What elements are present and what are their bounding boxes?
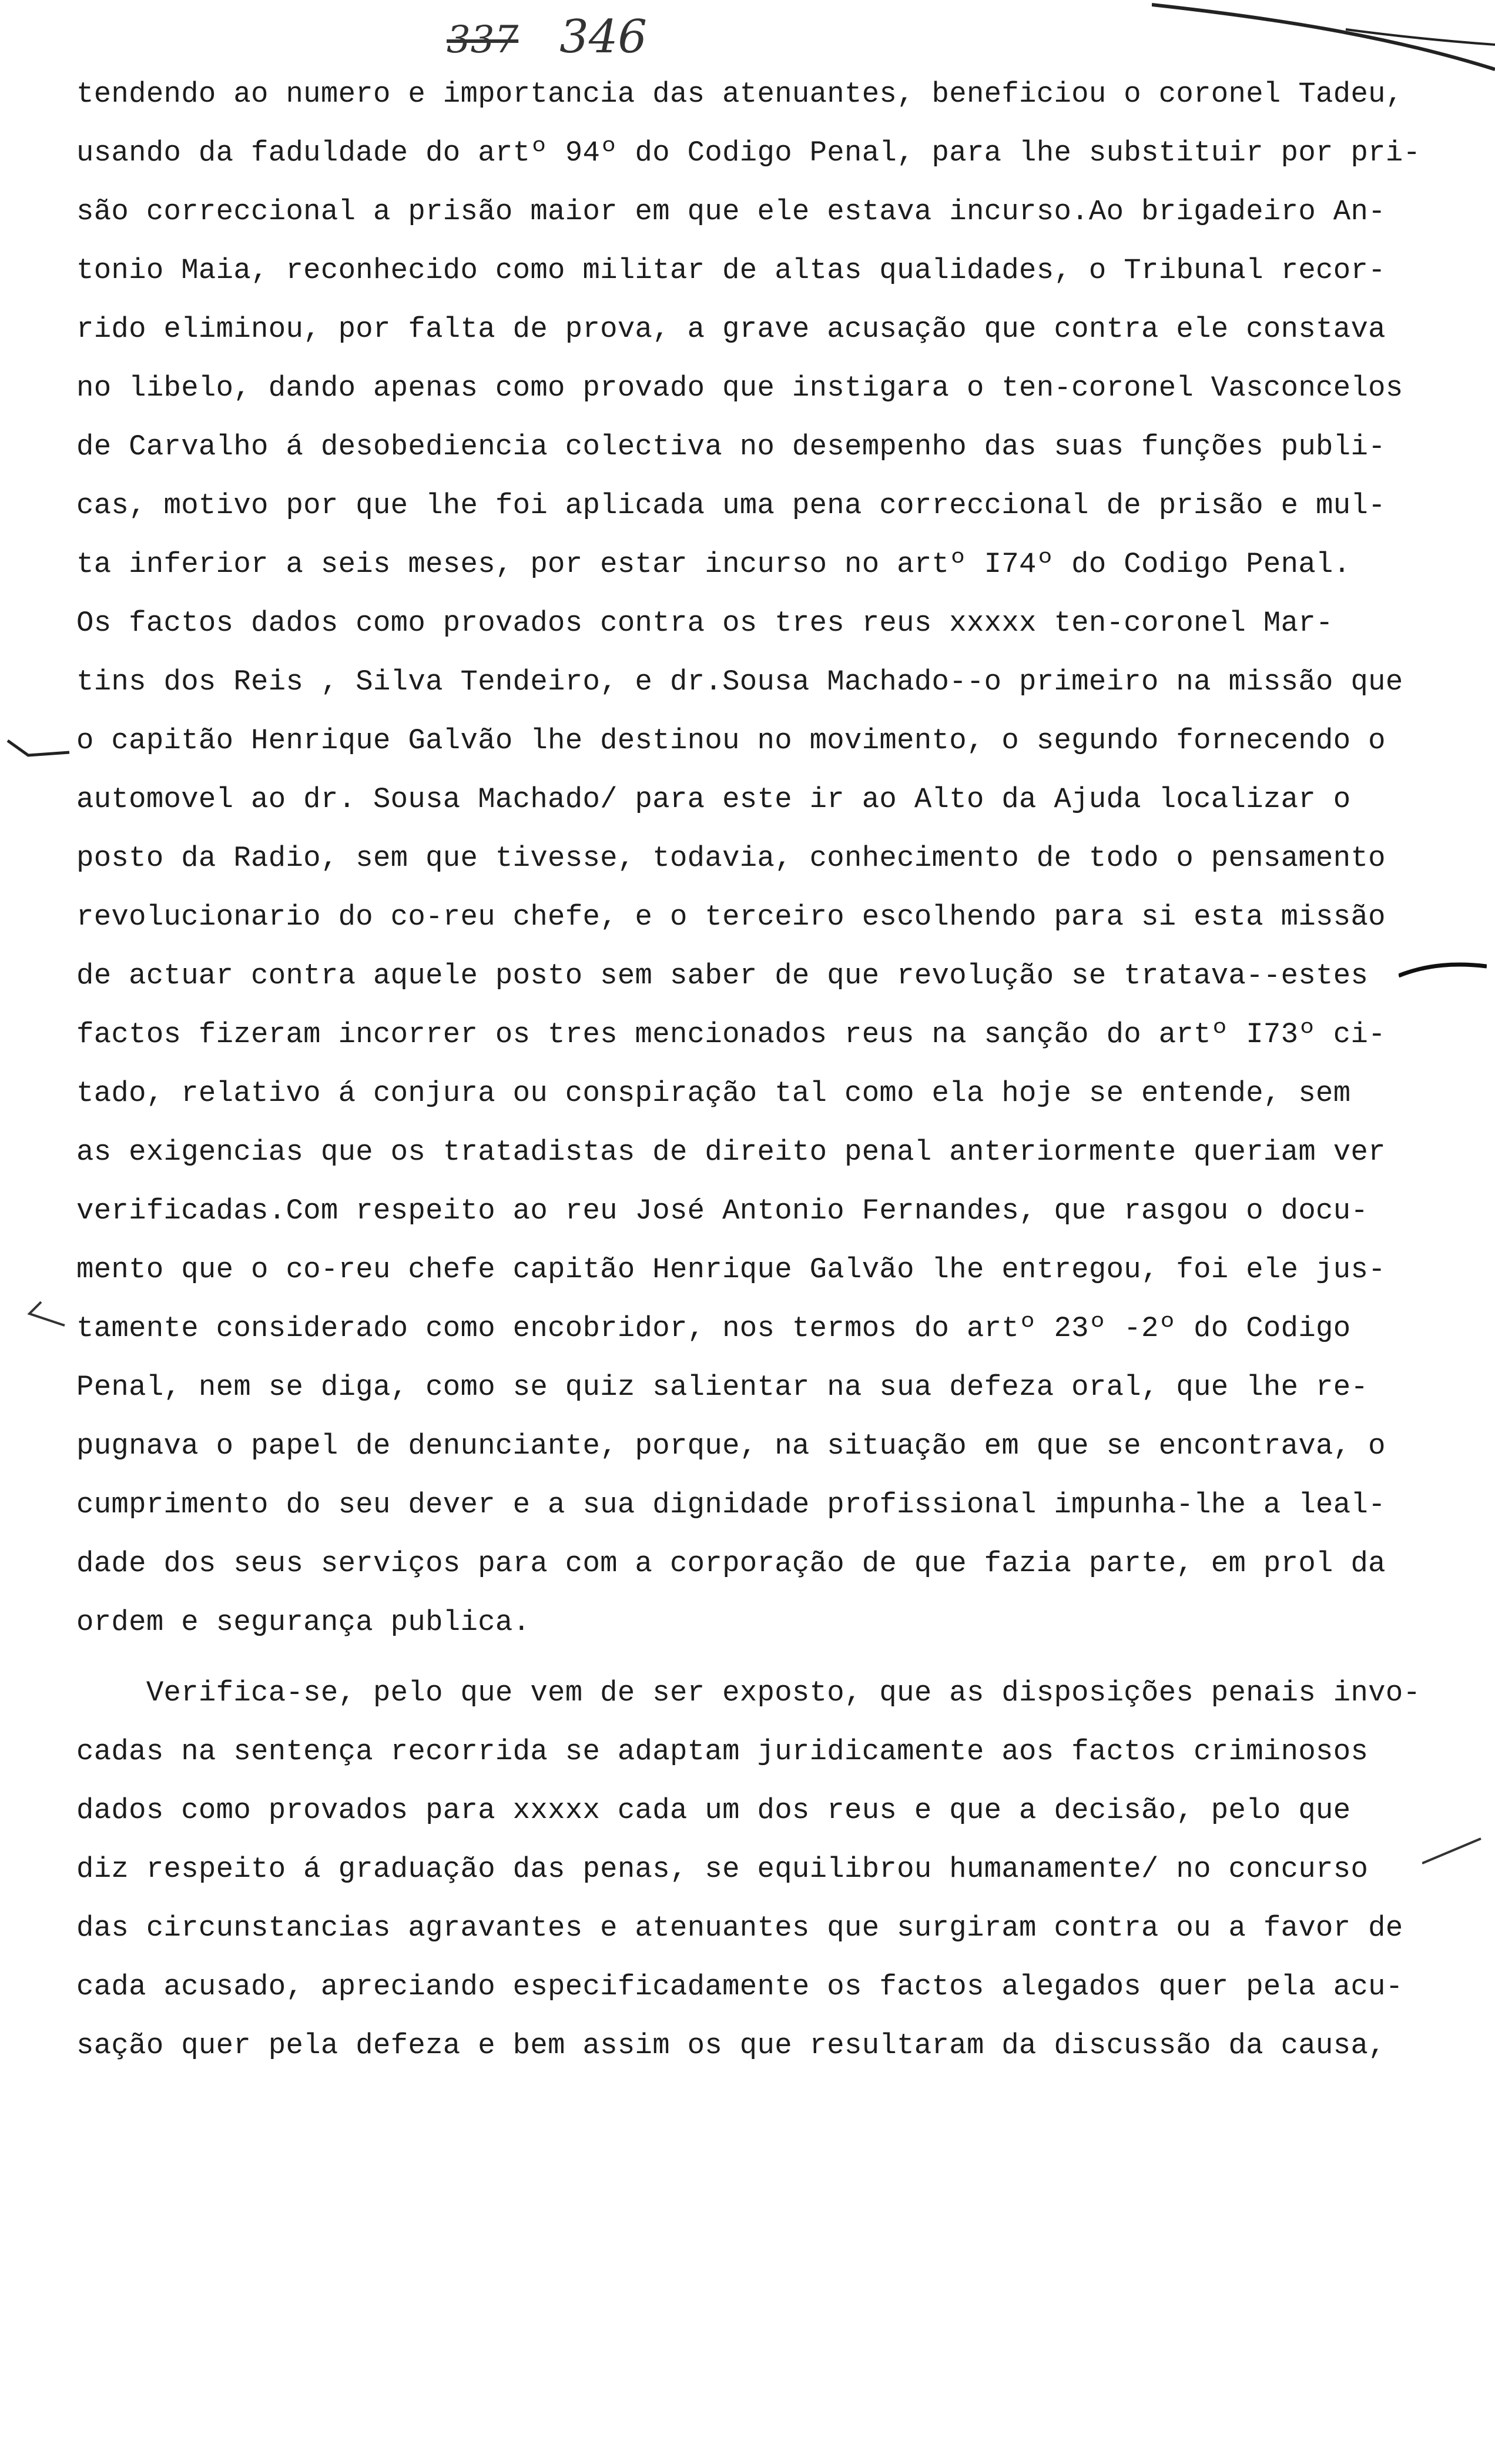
- text-line: cumprimento do seu dever e a sua dignidade profissional impunha-lhe a leal-: [76, 1488, 1386, 1521]
- text-line: de Carvalho á desobediencia colectiva no desempenho das suas funções publi-: [76, 430, 1386, 463]
- text-line: mento que o co-reu chefe capitão Henrique Galvão lhe entregou, foi ele jus-: [76, 1253, 1386, 1286]
- text-line: o capitão Henrique Galvão lhe destinou no movimento, o segundo fornecendo o: [76, 724, 1386, 757]
- text-line: tado, relativo á conjura ou conspiração tal como ela hoje se entende, sem: [76, 1077, 1351, 1110]
- text-line: tins dos Reis , Silva Tendeiro, e dr.Sousa Machado--o primeiro na missão que: [76, 665, 1403, 698]
- old-page-number: 337: [447, 18, 519, 62]
- text-line: dados como provados para xxxxx cada um dos reus e que a decisão, pelo que: [76, 1794, 1351, 1827]
- text-line: sação quer pela defeza e bem assim os que resultaram da discussão da causa,: [76, 2029, 1386, 2062]
- text-line: cas, motivo por que lhe foi aplicada uma pena correccional de prisão e mul-: [76, 489, 1386, 522]
- text-line: verificadas.Com respeito ao reu José Antonio Fernandes, que rasgou o docu-: [76, 1194, 1369, 1227]
- text-line: Penal, nem se diga, como se quiz salientar na sua defeza oral, que lhe re-: [76, 1371, 1369, 1404]
- text-line: usando da faduldade do artº 94º do Codigo Penal, para lhe substituir por pri-: [76, 136, 1421, 169]
- text-line: ordem e segurança publica.: [76, 1606, 531, 1639]
- text-line: cadas na sentença recorrida se adaptam juridicamente aos factos criminosos: [76, 1735, 1369, 1768]
- text-line: tendendo ao numero e importancia das atenuantes, beneficiou o coronel Tadeu,: [76, 78, 1403, 111]
- text-line: de actuar contra aquele posto sem saber de que revolução se tratava--estes: [76, 959, 1369, 992]
- text-line: ta inferior a seis meses, por estar incurso no artº I74º do Codigo Penal.: [76, 548, 1351, 581]
- text-line: tamente considerado como encobridor, nos termos do artº 23º -2º do Codigo: [76, 1312, 1351, 1345]
- text-line: factos fizeram incorrer os tres mencionados reus na sanção do artº I73º ci-: [76, 1018, 1386, 1051]
- text-line: das circunstancias agravantes e atenuantes que surgiram contra ou a favor de: [76, 1911, 1403, 1944]
- text-line: as exigencias que os tratadistas de direito penal anteriormente queriam ver: [76, 1136, 1386, 1169]
- text-line: automovel ao dr. Sousa Machado/ para este ir ao Alto da Ajuda localizar o: [76, 783, 1351, 816]
- text-line: dade dos seus serviços para com a corporação de que fazia parte, em prol da: [76, 1547, 1386, 1580]
- text-line: Verifica-se, pelo que vem de ser exposto, que as disposições penais invo-: [76, 1676, 1421, 1709]
- margin-mark-icon: [24, 1299, 76, 1334]
- text-line: Os factos dados como provados contra os tres reus xxxxx ten-coronel Mar-: [76, 607, 1333, 640]
- margin-mark-icon: [5, 735, 75, 770]
- text-line: rido eliminou, por falta de prova, a grave acusação que contra ele constava: [76, 313, 1386, 346]
- text-line: no libelo, dando apenas como provado que instigara o ten-coronel Vasconcelos: [76, 371, 1403, 404]
- page-number-handwritten: [447, 11, 647, 69]
- typed-body: [76, 65, 1475, 2075]
- text-line: posto da Radio, sem que tivesse, todavia, conhecimento de todo o pensamento: [76, 842, 1386, 875]
- page-number: 346: [559, 11, 648, 63]
- text-line: cada acusado, apreciando especificadamente os factos alegados quer pela acu-: [76, 1970, 1403, 2003]
- text-line: são correccional a prisão maior em que ele estava incurso.Ao brigadeiro An-: [76, 195, 1386, 228]
- text-line: tonio Maia, reconhecido como militar de altas qualidades, o Tribunal recor-: [76, 254, 1386, 287]
- text-line: pugnava o papel de denunciante, porque, na situação em que se encontrava, o: [76, 1429, 1386, 1462]
- text-line: revolucionario do co-reu chefe, e o terceiro escolhendo para si esta missão: [76, 900, 1386, 933]
- text-line: diz respeito á graduação das penas, se equilibrou humanamente/ no concurso: [76, 1853, 1369, 1886]
